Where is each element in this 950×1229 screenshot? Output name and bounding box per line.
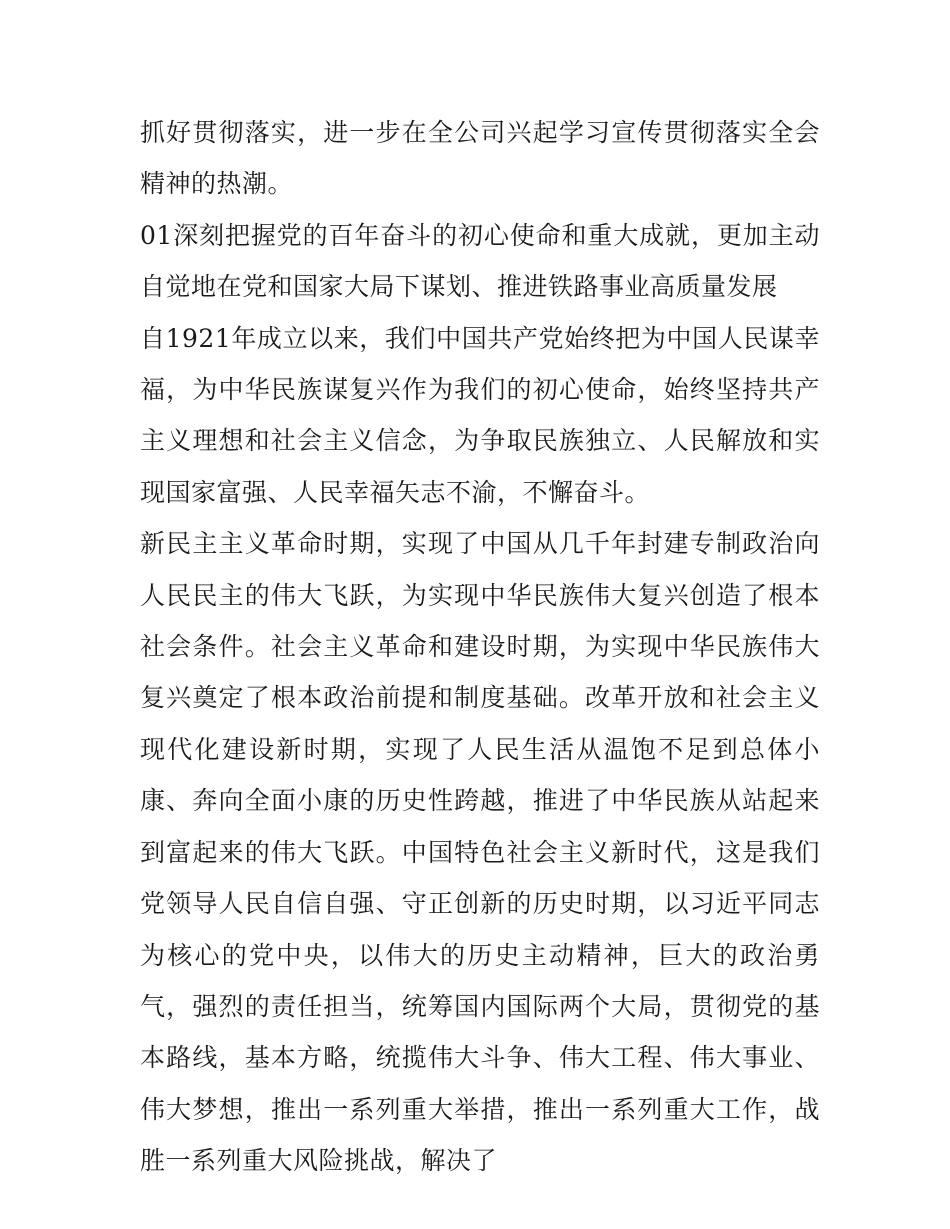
paragraph-founding: 自1921年成立以来，我们中国共产党始终把为中国人民谋幸福，为中华民族谋复兴作为我们的初心使命，始终坚持共产主义理想和社会主义信念，为争取民族独立、人民解放和实现国家富强、人民幸福矢志不渝，不懈奋斗。 [140,323,820,507]
paragraph-continuation: 抓好贯彻落实，进一步在全公司兴起学习宣传贯彻落实全会精神的热潮。 [140,118,820,199]
section-heading: 01深刻把握党的百年奋斗的初心使命和重大成就，更加主动自觉地在党和国家大局下谋划、推进铁路事业高质量发展 [140,220,820,302]
body-text [140,107,820,1187]
paragraph-history: 新民主主义革命时期，实现了中国从几千年封建专制政治向人民民主的伟大飞跃，为实现中华民族伟大复兴创造了根本社会条件。社会主义革命和建设时期，为实现中华民族伟大复兴奠定了根本政治前提和制度基础。改革开放和社会主义现代化建设新时期，实现了人民生活从温饱不足到总体小康、奔向全面小康的历史性跨越，推进了中华民族从站起来到富起来的伟大飞跃。中国特色社会主义新时代，这是我们党领导人民自信自强、守正创新的历史时期，以习近平同志为核心的党中央，以伟大的历史主动精神，巨大的政治勇气，强烈的责任担当，统筹国内国际两个大局，贯彻党的基本路线，基本方略，统揽伟大斗争、伟大工程、伟大事业、伟大梦想，推出一系列重大举措，推出一系列重大工作，战胜一系列重大风险挑战，解决了 [140,529,820,1176]
